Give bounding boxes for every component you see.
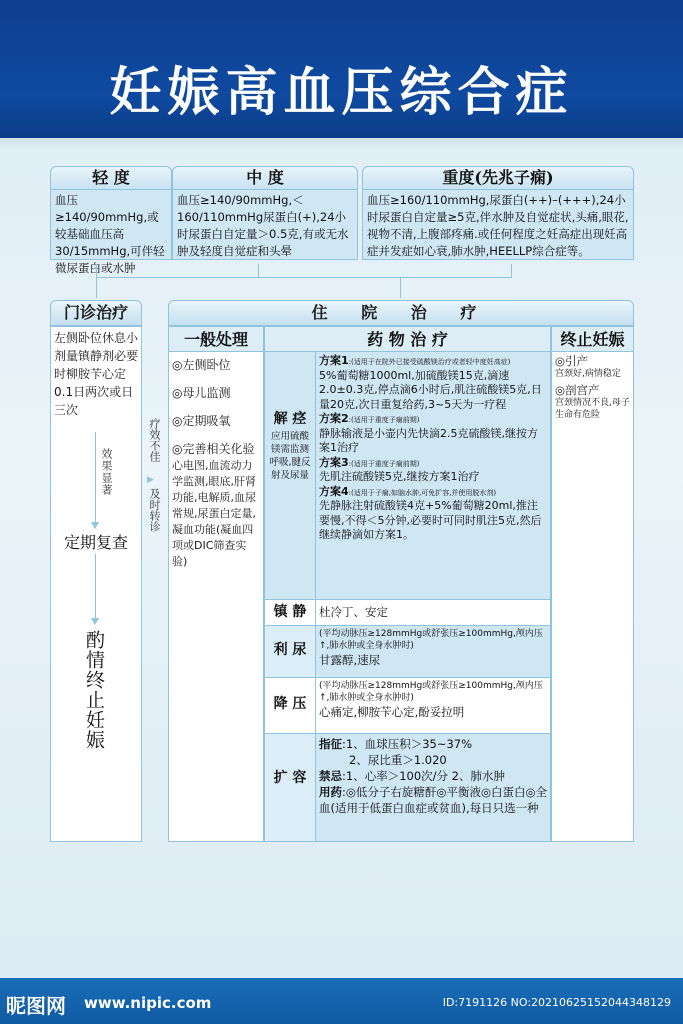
plan3-note: :(适用于重度子痫前期) <box>348 459 420 468</box>
page-title: 妊娠高血压综合症 <box>109 63 574 123</box>
diuresis-text: 甘露醇,速尿 <box>319 653 381 667</box>
antispasm-label: 解 痉 <box>273 411 307 427</box>
general-item: ◎定期吸氧 <box>172 414 231 428</box>
outpatient-arrow-line-2 <box>95 554 96 618</box>
severity-moderate-text: 血压≥140/90mmHg,＜160/110mmHg尿蛋白(+),24小时尿蛋白自定量＞0.5克,有或无水肿及轻度自觉症和头晕 <box>172 190 358 260</box>
effect-label: 效果显著 <box>100 448 113 496</box>
termination-panel <box>551 352 634 842</box>
indication-2: 2、尿比重＞1.020 <box>349 753 447 767</box>
cesarean-note: 宫颈情况不良,母子生命有危险 <box>555 398 630 420</box>
plan1-text: 5%葡萄糖1000ml,加硫酸镁15克,滴速2.0±0.3克,停点滴6小时后,肌注硫酸镁5克,日量20克,次日重复给药,3~5天为一疗程 <box>319 368 542 411</box>
severity-mild <box>50 166 172 275</box>
severity-connector <box>96 264 512 278</box>
outpatient-arrow-line <box>95 432 96 528</box>
general-panel <box>168 352 264 842</box>
drug-text: :◎低分子右旋糖酐◎平衡液◎白蛋白◎全血(适用于低蛋白血症或贫血),每日只选一种 <box>319 785 548 815</box>
footer-id: ID:7191126 NO:20210625152044348129 <box>442 996 671 1009</box>
antispasm-body <box>316 352 551 600</box>
footer-url[interactable]: www.nipic.com <box>84 994 212 1012</box>
indication-title: 指征 <box>319 737 342 751</box>
outpatient-panel <box>50 326 142 842</box>
footer-bar <box>0 978 683 1024</box>
plan3-text: 先肌注硫酸镁5克,继按方案1治疗 <box>319 470 480 483</box>
drug-label: 药 物 治 疗 <box>264 326 551 352</box>
induce-note: 宫颈好,病情稳定 <box>555 369 621 379</box>
contra-title: 禁忌 <box>319 769 342 783</box>
severity-severe <box>362 166 634 260</box>
hypotensive-label: 降 压 <box>264 678 316 734</box>
severity-moderate-label: 中 度 <box>172 166 358 190</box>
outpatient-text: 左侧卧位休息小剂量镇静剂必要时柳胺苄心定0.1日两次或日三次 <box>54 331 139 417</box>
antispasm-row-label <box>264 352 316 600</box>
general-item: ◎母儿监测 <box>172 386 231 400</box>
plan4-title: 方案4 <box>319 484 349 498</box>
plan2-text: 静脉输液是小壶内先快滴2.5克硫酸镁,继按方案1治疗 <box>319 426 538 454</box>
header-divider <box>0 138 683 152</box>
recheck-text: 定期复查 <box>63 533 128 552</box>
general-detail: 心电图,血流动力学监测,眼底,肝肾功能,电解质,血尿常规,尿蛋白定量,凝血功能(凝血四项或DIC筛查实验) <box>172 459 256 568</box>
sedation-text: 杜冷丁、安定 <box>316 600 551 626</box>
plan4-note: :(适用于子痫,如脑水肿,可免扩容,并使用脱水剂) <box>348 488 497 497</box>
sedation-label: 镇 静 <box>264 600 316 626</box>
severity-severe-label: 重度(先兆子痫) <box>362 166 634 190</box>
general-item: ◎完善相关化验 <box>172 442 255 456</box>
footer-logo: 昵图网 <box>6 994 66 1018</box>
hypotensive-text: 心痛定,柳胺苄心定,酚妥拉明 <box>319 705 465 719</box>
cesarean-label: ◎剖宫产 <box>555 383 600 397</box>
outpatient-label: 门诊治疗 <box>50 300 142 326</box>
hospital-label: 住 院 治 疗 <box>168 300 634 326</box>
diuresis-label: 利 尿 <box>264 626 316 678</box>
induce-label: ◎引产 <box>555 354 589 368</box>
connector-to-hospital <box>400 278 401 298</box>
plan3-title: 方案3 <box>319 455 349 469</box>
severity-mild-label: 轻 度 <box>50 166 172 190</box>
plan2-title: 方案2 <box>319 412 349 425</box>
expansion-body <box>316 734 551 842</box>
plan2-note: :(适用于重度子痫前期) <box>348 416 420 424</box>
plan1-title: 方案1 <box>319 354 349 367</box>
hypotensive-body <box>316 678 551 734</box>
transfer-poor-label: 疗效不佳 <box>148 418 161 462</box>
severity-connector-mid <box>258 264 259 278</box>
diuresis-body <box>316 626 551 678</box>
arrow-down-icon <box>91 618 99 625</box>
general-label: 一般处理 <box>168 326 264 352</box>
severity-severe-text: 血压≥160/110mmHg,尿蛋白(++)–(+++),24小时尿蛋白自定量≥5克,伴水肿及自觉症状,头痛,眼花,视物不清,上腹部疼痛.或任何程度之妊高症出现妊高症并发症如心衰,肺水肿,HEELLP综合症等。 <box>362 190 634 260</box>
terminate-text: 酌情终止妊娠 <box>83 630 105 750</box>
expansion-label: 扩 容 <box>264 734 316 842</box>
diuresis-note: (平均动脉压≥128mmHg或舒张压≥100mmHg,颅内压↑,肺水肿或全身水肿时) <box>319 629 543 651</box>
hypotensive-note: (平均动脉压≥128mmHg或舒张压≥100mmHg,颅内压↑,肺水肿或全身水肿时) <box>319 681 543 703</box>
severity-moderate <box>172 166 358 260</box>
arrow-right-icon: ▶ <box>147 475 154 485</box>
connector-to-outpatient <box>96 278 97 298</box>
drug-title: 用药 <box>319 785 342 799</box>
general-item: ◎左侧卧位 <box>172 358 231 372</box>
plan4-text: 先静脉注射硫酸镁4克+5%葡萄糖20ml,推注要慢,不得＜5分钟,必要时可同时肌注5克,然后继续静滴如方案1。 <box>319 499 542 541</box>
antispasm-note: 应用硫酸镁需监测呼吸,腱反射及尿量 <box>269 431 311 481</box>
arrow-down-icon <box>91 522 99 529</box>
contra-text: :1、心率＞100次/分 2、肺水肿 <box>342 769 505 783</box>
plan1-note: :(适用于在院外已接受硫酸镁治疗或者轻中度妊高症) <box>348 358 511 366</box>
termination-label: 终止妊娠 <box>551 326 634 352</box>
severity-mild-text: 血压≥140/90mmHg,或较基础血压高30/15mmHg,可伴轻微尿蛋白或水肿 <box>50 190 172 260</box>
transfer-label: 及时转诊 <box>148 488 161 532</box>
indication-1: :1、血球压积＞35~37% <box>342 737 473 751</box>
